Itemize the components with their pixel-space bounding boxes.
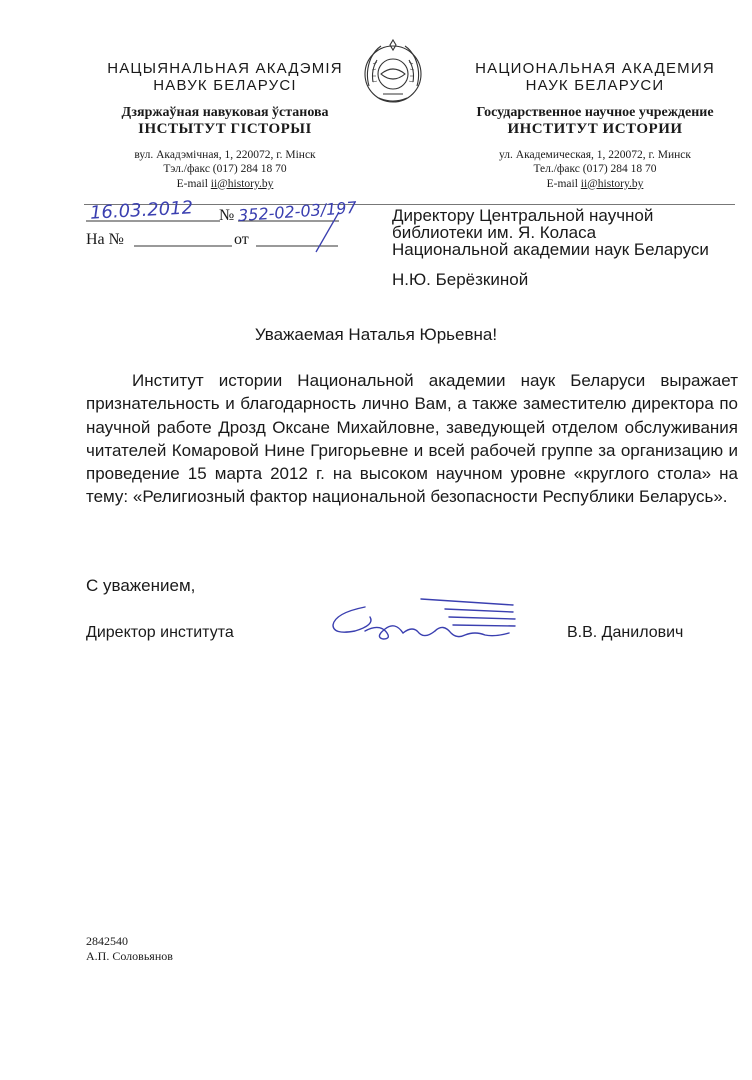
recipient-line3: Национальной академии наук Беларуси [392,240,709,259]
recipient-line2: библиотеки им. Я. Коласа [392,223,597,242]
greeting: Уважаемая Наталья Юрьевна! [254,325,498,344]
reply-number-label: На № [86,231,124,248]
institution-name: ІНСТЫТУТ ГІСТОРЫІ [138,120,312,137]
signatory-name: В.В. Данилович [567,624,684,641]
signatory-role: Директор института [86,624,234,641]
address: вул. Акадэмічная, 1, 220072, г. Мінск [134,148,316,161]
email-line [70,177,380,191]
email-line [440,177,750,191]
phone: Тэл./факс (017) 284 18 70 [163,163,287,176]
academy-name-line1: НАЦИОНАЛЬНАЯ АКАДЕМИЯ [475,60,715,77]
address-block [70,148,380,191]
closing: С уважением, [86,576,196,595]
registration-date: 16.03.2012 [89,197,194,224]
executor-info [86,934,173,964]
header-russian [440,60,750,191]
registration-number: 352-02-03/197 [237,197,358,226]
reply-date-label: от [234,231,249,248]
recipient-line1: Директору Центральной научной [392,206,654,225]
handwritten-signature [325,595,525,647]
email-link[interactable]: ii@history.by [580,177,644,190]
address: ул. Академическая, 1, 220072, г. Минск [499,148,691,161]
institution-type: Государственное научное учреждение [476,104,714,120]
header-belarusian [70,60,380,191]
institution-type: Дзяржаўная навуковая ўстанова [121,104,329,120]
letter-body: Институт истории Национальной академии наук Беларуси выражает признательность и благодарность лично Вам, а также заместителю директора по научной работе Дрозд Оксане Михайловне, заведующей отделом обслуживания читателей Комаровой Нине Григорьевне и всей рабочей группе за организацию и проведение 15 марта 2012 г. на высоком научном уровне «круглого стола» на тему: «Религиозный фактор национальной безопасности Республики Беларусь». [86,371,738,507]
recipient-name: Н.Ю. Берёзкиной [392,270,529,289]
email-link[interactable]: ii@history.by [210,177,274,190]
academy-name-line2: НАВУК БЕЛАРУСІ [153,77,297,95]
recipient-block [392,207,709,258]
academy-name-line2: НАУК БЕЛАРУСИ [525,77,665,95]
phone: Тел./факс (017) 284 18 70 [533,163,657,176]
email-label: E-mail [176,177,211,190]
email-label: E-mail [546,177,581,190]
institution-name: ИНСТИТУТ ИСТОРИИ [507,120,683,137]
registration-number-label: № [219,207,235,224]
academy-name-line1: НАЦЫЯНАЛЬНАЯ АКАДЭМІЯ [107,60,343,77]
executor-name: А.П. Соловьянов [86,949,173,963]
executor-phone: 2842540 [86,934,128,948]
address-block [440,148,750,191]
